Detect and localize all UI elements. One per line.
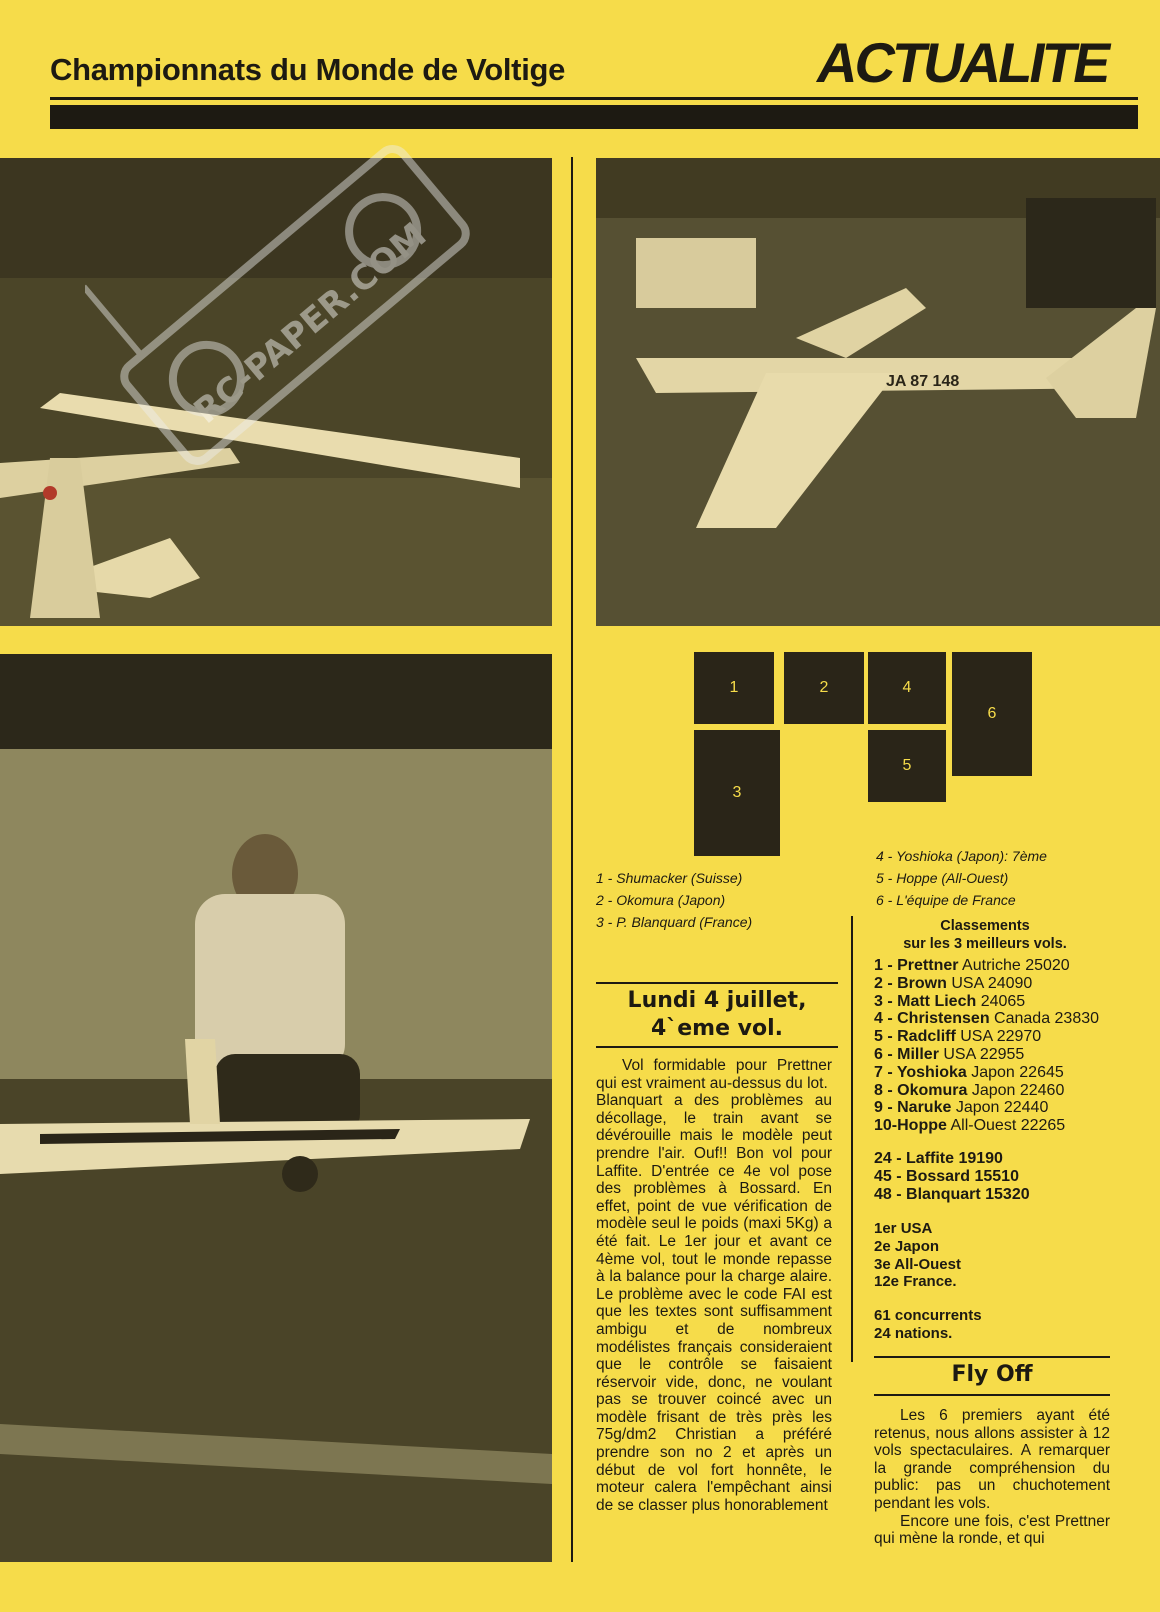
rank-row: 7 - Yoshioka Japon 22645 <box>874 1063 1064 1081</box>
classements-divider <box>851 916 853 1362</box>
article-paragraph-2: Blanquart a des problèmes au décollage, le train avant se dévérouille mais le modèle peut prendre l'air. Ouf!! Bon vol pour Laffite. D'entrée ce 4e vol pose des problèmes à Bossard. En effet, point de vue vérification de modèle seul le poids (maxi 5Kg) a été fait. Le 1er jour et avant ce 4ème vol, tout le monde repasse à la balance pour la charge alaire. Le problème avec le code FAI est que les textes sont suffisamment ambigu et de nombreux modélistes français consideraient que le contrôle se faisaient réservoir vide, donc, ne voulant pas se trouver coincé avec un modèle frisant de très près les 75g/dm2 Christian a préféré prendre son no 2 et après un début de vol fort honnête, le moteur calera l'empêchant ainsi de se classer plus honorablement <box>596 1092 832 1514</box>
article-paragraph-1: Vol formidable pour Prettner qui est vraiment au-dessus du lot. <box>596 1057 832 1092</box>
french-ranks-list <box>874 1150 1030 1203</box>
section-label: ACTUALITE <box>812 31 1114 94</box>
totals-list <box>874 1307 982 1343</box>
classements-title: Classements <box>940 918 1030 934</box>
photo-key-box-6: 6 <box>952 652 1032 776</box>
flyoff-heading: Fly Off <box>951 1362 1033 1387</box>
photo-blanquard <box>0 654 552 1562</box>
page-title: Championnats du Monde de Voltige <box>50 52 566 87</box>
photo-key-box-1: 1 <box>694 652 774 724</box>
total-line: 24 nations. <box>874 1324 953 1342</box>
article-heading-line1: Lundi 4 juillet, <box>627 988 807 1013</box>
photo-key-box-2: 2 <box>784 652 864 724</box>
flyoff-heading-rule-top <box>874 1356 1110 1358</box>
caption-5: 5 - Hoppe (All-Ouest) <box>876 870 1009 886</box>
rank-row: 6 - Miller USA 22955 <box>874 1045 1025 1063</box>
flyoff-body <box>874 1407 1110 1562</box>
watermark-graphic <box>85 95 505 515</box>
rank-row: 4 - Christensen Canada 23830 <box>874 1010 1100 1028</box>
rank-row: 10-Hoppe All-Ouest 22265 <box>874 1117 1066 1135</box>
french-rank: 48 - Blanquart 15320 <box>874 1185 1030 1203</box>
photo-key-box-3: 3 <box>694 730 780 856</box>
classements-subtitle: sur les 3 meilleurs vols. <box>903 936 1067 952</box>
flyoff-paragraph-2: Encore une fois, c'est Prettner qui mène la ronde, et qui <box>874 1512 1110 1548</box>
article-heading-rule-bottom <box>596 1046 838 1048</box>
nation-rank: 1er USA <box>874 1220 933 1237</box>
photo-key-box-5: 5 <box>868 730 946 802</box>
rank-row: 8 - Okomura Japon 22460 <box>874 1081 1065 1099</box>
rank-row: 1 - Prettner Autriche 25020 <box>874 957 1070 974</box>
nation-rank: 3e All-Ouest <box>874 1255 961 1273</box>
flyoff-heading-rule-bottom <box>874 1394 1110 1396</box>
article-heading-line2: 4`eme vol. <box>650 1016 784 1041</box>
flyoff-paragraph-1: Les 6 premiers ayant été retenus, nous allons assister à 12 vols spectaculaires. A remarquer la grande compréhension du public: pas un chuchotement pendant les vols. <box>874 1407 1110 1512</box>
caption-3: 3 - P. Blanquard (France) <box>596 914 753 930</box>
nation-rank: 2e Japon <box>874 1237 940 1255</box>
column-divider <box>571 157 573 1562</box>
caption-2: 2 - Okomura (Japon) <box>596 892 726 908</box>
rank-row: 5 - Radcliff USA 22970 <box>874 1028 1042 1046</box>
total-line: 61 concurrents <box>874 1307 982 1324</box>
photo-key-box-4: 4 <box>868 652 946 724</box>
rank-row: 2 - Brown USA 24090 <box>874 974 1033 992</box>
nation-rank: 12e France. <box>874 1273 957 1291</box>
caption-6: 6 - L'équipe de France <box>876 892 1016 908</box>
article-body <box>596 1057 832 1557</box>
caption-1: 1 - Shumacker (Suisse) <box>596 870 743 886</box>
french-rank: 24 - Laffite 19190 <box>874 1150 1003 1167</box>
caption-4: 4 - Yoshioka (Japon): 7ème <box>876 848 1047 864</box>
watermark-text: RC-PAPER.COM <box>186 214 435 432</box>
article-heading-rule-top <box>596 982 838 984</box>
nations-list <box>874 1220 961 1291</box>
svg-text:JA 87 148: JA 87 148 <box>886 373 960 390</box>
rank-row: 3 - Matt Liech 24065 <box>874 992 1026 1010</box>
photo-okomura <box>596 158 1160 626</box>
watermark <box>85 95 505 515</box>
french-rank: 45 - Bossard 15510 <box>874 1167 1019 1185</box>
rank-row: 9 - Naruke Japon 22440 <box>874 1099 1049 1117</box>
top10-list <box>874 957 1099 1135</box>
